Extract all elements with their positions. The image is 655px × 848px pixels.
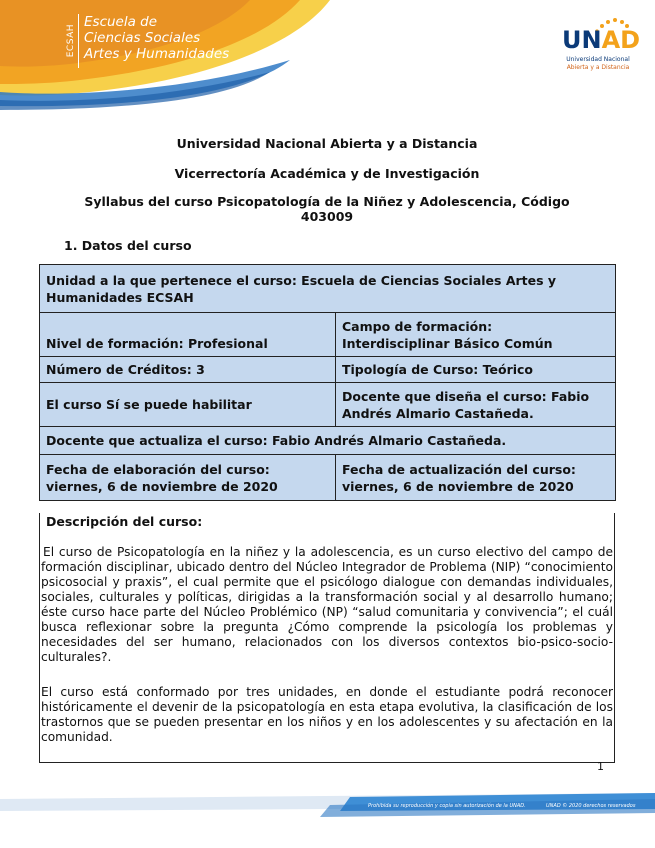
description-paragraph-1: El curso de Psicopatología en la niñez y la adolescencia, es un curso electivo del campo de formación disciplinar, ubicado dentro del Núcleo Integrador de Problema (NIP) “conocimiento psicosocial y praxis”, el cual permite que el psicólogo dialogue con demandas individuales, sociales, culturales y políticas, dirigidas a la transformación social y al desarrollo humano; éste curso hace parte del Núcleo Problémico (NP) “salud comunitaria y convivencia”; el cuál busca reflexionar sobre la pregunta ¿Cómo comprende la psicología los problemas y necesidades del ser humano, relacionados con los diversos contextos bio-psico-socio-culturales?. [41, 545, 613, 664]
logo-subtitle-2: Abierta y a Distancia [566, 64, 630, 71]
campo-line-1: Campo de formación: [342, 318, 493, 334]
footer-band [0, 785, 655, 825]
campo-line-2: Interdisciplinar Básico Común [342, 335, 553, 351]
unidad-line-2: Humanidades ECSAH [46, 289, 194, 305]
course-description-box [39, 513, 615, 763]
section-heading: 1. Datos del curso [64, 238, 192, 253]
title-vicerrectoria: Vicerrectoría Académica y de Investigación [174, 166, 480, 181]
school-line-2: Ciencias Sociales [84, 30, 201, 46]
school-line-3: Artes y Humanidades [84, 46, 230, 62]
cell-elaboracion [40, 455, 336, 501]
school-name [84, 14, 229, 62]
cell-creditos [40, 357, 336, 383]
description-title: Descripción del curso: [46, 514, 203, 529]
habilitar-text: El curso Sí se puede habilitar [46, 397, 252, 412]
cell-tipologia [336, 357, 616, 383]
ecsah-tag-text: ECSAH [66, 24, 76, 58]
cell-campo [336, 313, 616, 357]
elaboracion-line-2: viernes, 6 de noviembre de 2020 [46, 478, 278, 494]
logo-wordmark [562, 26, 641, 54]
document-titles [40, 136, 614, 224]
cell-habilitar [40, 383, 336, 427]
ecsah-vertical-tag [64, 14, 79, 68]
cell-docente-actualiza [40, 427, 616, 455]
unidad-line-1: Unidad a la que pertenece el curso: Escuela de Ciencias Sociales Artes y [46, 272, 557, 288]
cell-actualizacion [336, 455, 616, 501]
actualizacion-line-2: viernes, 6 de noviembre de 2020 [342, 478, 574, 494]
elaboracion-line-1: Fecha de elaboración del curso: [46, 461, 270, 477]
title-university: Universidad Nacional Abierta y a Distancia [176, 136, 478, 151]
description-paragraph-2: El curso está conformado por tres unidades, en donde el estudiante podrá reconocer históricamente el devenir de la psicopatología en esta etapa evolutiva, la clasificación de los trastornos que se pueden presentar en los niños y en los adolescentes y su afectación en la comunidad. [41, 685, 613, 744]
logo-wordmark-accent: AD [601, 26, 641, 54]
title-syllabus-line-1: Syllabus del curso Psicopatología de la Niñez y Adolescencia, Código [84, 194, 570, 209]
actualizacion-line-1: Fecha de actualización del curso: [342, 461, 576, 477]
cell-unidad [40, 265, 616, 313]
logo-wordmark-main: UN [562, 26, 602, 54]
logo-subtitle-1: Universidad Nacional [566, 56, 630, 63]
footer-rights: UNAD © 2020 derechos reservados [546, 803, 636, 809]
docente-actualiza-text: Docente que actualiza el curso: Fabio Andrés Almario Castañeda. [46, 433, 507, 448]
title-syllabus-line-2: 403009 [300, 209, 354, 224]
nivel-text: Nivel de formación: Profesional [46, 336, 268, 351]
header-band [0, 0, 655, 110]
footer-copyright-notice: Prohibida su reproducción y copia sin autorización de la UNAD. [368, 803, 526, 809]
page-number: 1 [597, 760, 604, 773]
cell-docente-disena [336, 383, 616, 427]
creditos-text: Número de Créditos: 3 [46, 362, 205, 377]
unad-logo [562, 14, 641, 76]
cell-nivel [40, 313, 336, 357]
docente-disena-line-2: Andrés Almario Castañeda. [342, 405, 534, 421]
docente-disena-line-1: Docente que diseña el curso: Fabio [342, 388, 590, 404]
school-line-1: Escuela de [84, 14, 158, 30]
course-data-table [39, 264, 616, 501]
tipologia-text: Tipología de Curso: Teórico [342, 362, 534, 377]
